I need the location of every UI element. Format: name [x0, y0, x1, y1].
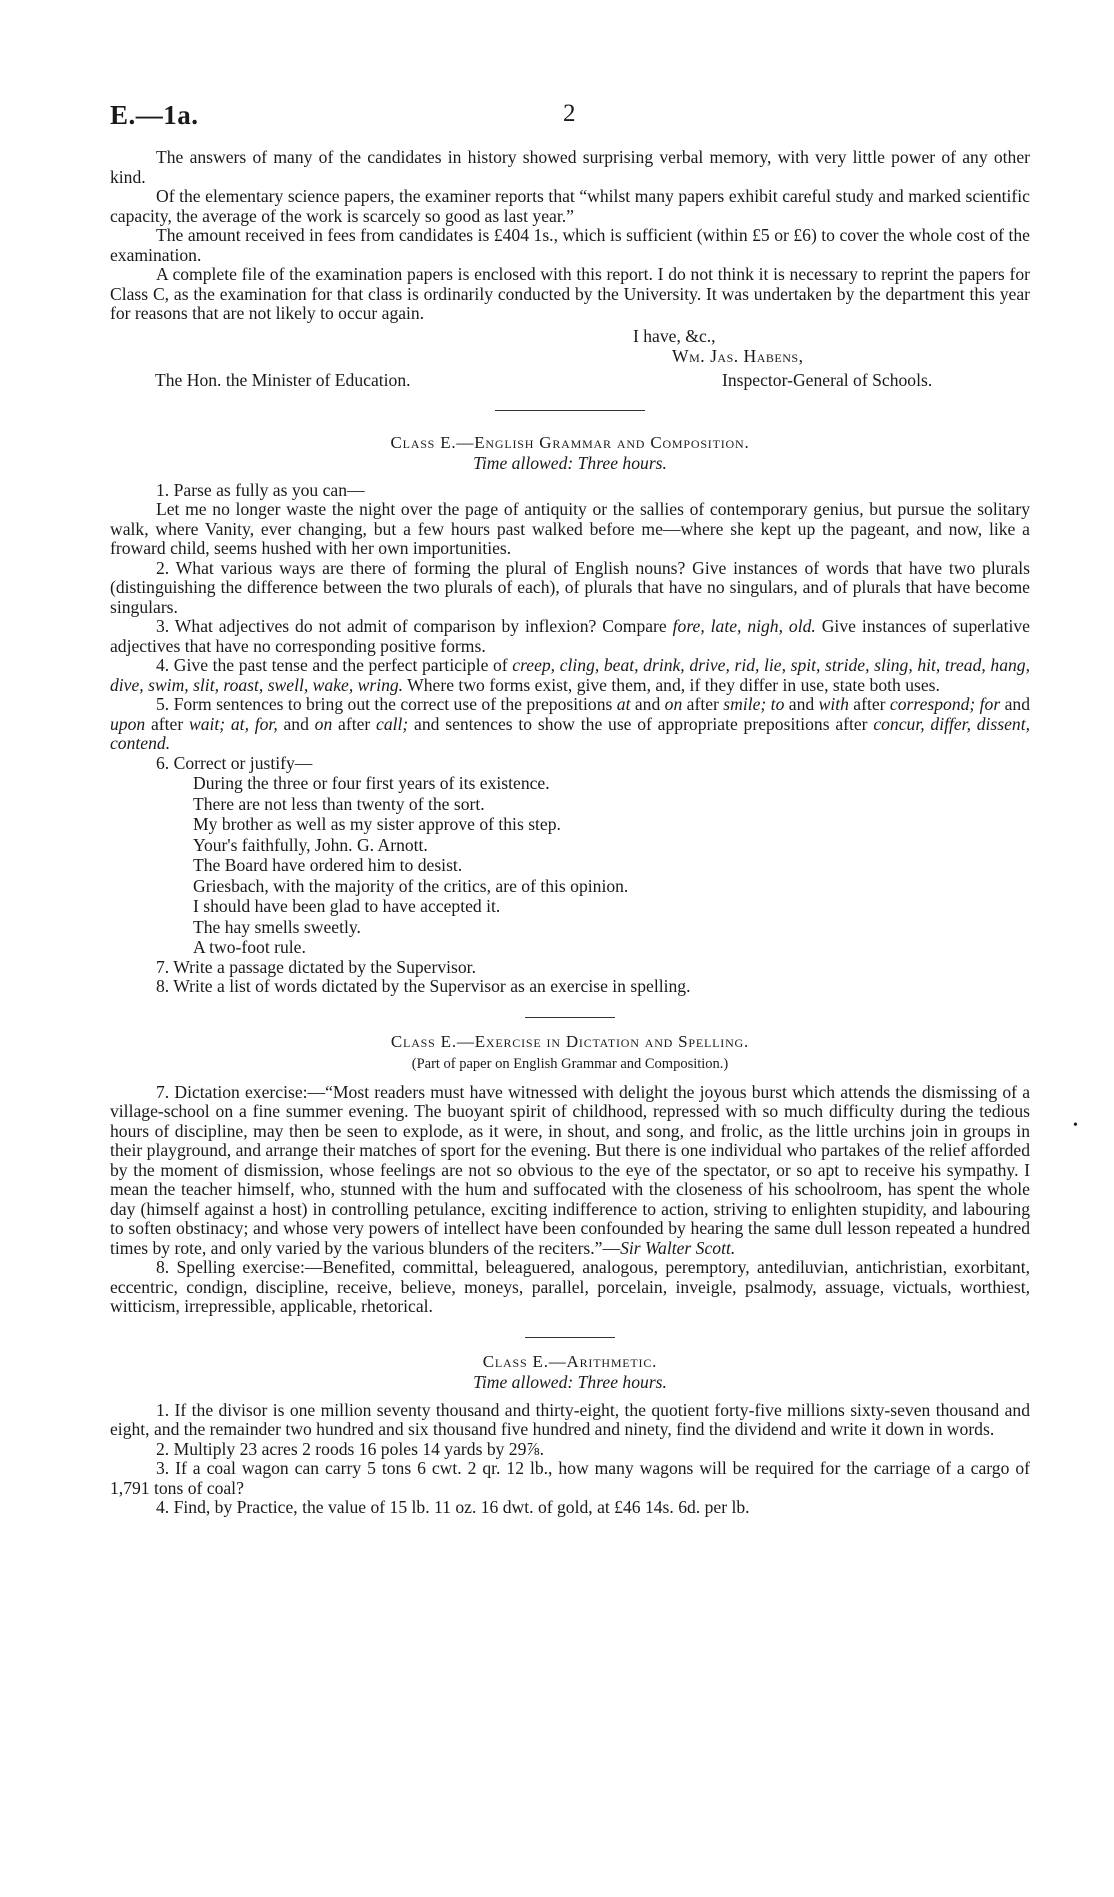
dictation-text: 7. Dictation exercise:—“Most readers must have witnessed with delight the joyous burst which attends the dismissing of a village-school on a fine summer evening. The buoyant spirit of childhood, repressed with so much difficulty during the tedious hours of discipline, may then be seen to explode, as it were, in shout, and song, and frolic, as the little urchins join in groups in their playground, and arrange their matches of sport for the evening. But there is one individual who partakes of the relief afforded by the moment of dismission, whose feelings are not so obvious to the eye of the spectator, or so apt to receive his sympathy. I mean the teacher himself, who, stunned with the hum and suffocated with the closeness of his schoolroom, has spent the whole day (himself against a host) in controlling petulance, exciting indifference to action, striving to enlighten stupidity, and labouring to soften obstinacy; and whose very powers of intellect have been confounded by hearing the same dull lesson repeated a hundred times by rote, and only varied by the various blunders of the reciters.”—	[110, 1081, 1030, 1258]
q4-text-end: Where two forms exist, give them, and, if they differ in use, state both uses.	[403, 674, 940, 695]
section-heading-dictation: Class E.—Exercise in Dictation and Spelling.	[390, 1031, 750, 1051]
correct-or-justify-list	[110, 773, 1030, 958]
question-2: 2. What various ways are there of forming the plural of English nouns? Give instances of words that have two plurals (distinguishing the difference between the two plurals of each), of plurals that have no singulars, and of plurals that have become singulars.	[110, 557, 1030, 617]
arith-question-3: 3. If a coal wagon can carry 5 tons 6 cwt. 2 qr. 12 lb., how many wagons will be required for the carriage of a cargo of 1,791 tons of coal?	[110, 1458, 1030, 1498]
time-allowed: Time allowed: Three hours.	[473, 1372, 667, 1392]
q5-italic: on	[664, 694, 683, 714]
spelling-exercise: 8. Spelling exercise:—Benefited, committal, beleaguered, analogous, peremptory, antediluvian, antichristian, exorbitant, eccentric, condign, discipline, receive, believe, moneys, parallel, porcelain, inveigle, psalmody, assuage, victuals, worthiest, witticism, irrepressible, applicable, rhetorical.	[110, 1257, 1030, 1316]
addressee: The Hon. the Minister of Education.	[155, 369, 411, 390]
list-item: I should have been glad to have accepted it.	[193, 896, 501, 916]
q5-part: and	[1000, 694, 1031, 714]
q4-words: creep, cling, beat, drink, drive, rid, lie, spit, stride, sling, hit, tread, hang, dive, swim, slit, roast, swell, wake, wring.	[110, 655, 1030, 695]
document-code: E.—1a.	[110, 100, 199, 130]
list-item: A two-foot rule.	[193, 937, 306, 957]
arith-question-4: 4. Find, by Practice, the value of 15 lb. 11 oz. 16 dwt. of gold, at £46 14s. 6d. per lb.	[156, 1497, 750, 1517]
letter-paragraph-4: A complete file of the examination papers is enclosed with this report. I do not think it is necessary to reprint the papers for Class C, as the examination for that class is ordinarily conducted by the University. It was undertaken by the department this year for reasons that are not likely to occur again.	[110, 264, 1030, 323]
q3-text: 3. What adjectives do not admit of comparison by inflexion? Compare	[156, 616, 673, 636]
q3-words: fore, late, nigh, old.	[672, 616, 816, 636]
q5-italic: at	[616, 694, 631, 714]
arith-question-1: 1. If the divisor is one million seventy thousand and thirty-eight, the quotient forty-five millions sixty-seven thousand and eight, and the remainder two hundred and six thousand five hundred and ninety, find the dividend and write it down in words.	[110, 1399, 1030, 1439]
list-item: Griesbach, with the majority of the critics, are of this opinion.	[193, 875, 629, 896]
question-6: 6. Correct or justify—	[156, 752, 313, 773]
section-note: (Part of paper on English Grammar and Composition.)	[411, 1056, 729, 1072]
time-allowed: Time allowed: Three hours.	[473, 453, 667, 473]
q5-italic: correspond; for	[889, 694, 1001, 714]
q5-italic: with	[818, 694, 849, 714]
q5-part: and	[784, 694, 819, 714]
dictation-author: Sir Walter Scott.	[620, 1237, 736, 1258]
section-divider	[525, 1017, 615, 1018]
section-heading-arithmetic: Class E.—Arithmetic.	[482, 1351, 658, 1371]
q3-text-end: Give instances of superlative adjectives that have no corresponding positive forms.	[110, 616, 1030, 656]
signature: Wm. Jas. Habens,	[672, 345, 804, 366]
question-1: 1. Parse as fully as you can—	[156, 479, 365, 500]
signer-title: Inspector-General of Schools.	[722, 369, 933, 390]
arith-question-2: 2. Multiply 23 acres 2 roods 16 poles 14 yards by 29⅞.	[156, 1438, 544, 1459]
q5-italic: upon	[110, 713, 146, 734]
section-divider	[495, 410, 645, 411]
q5-part: and	[277, 713, 315, 734]
q5-part: and	[630, 694, 665, 714]
letter-paragraph-3: The amount received in fees from candidates is £404 1s., which is sufficient (within £5 or £6) to cover the whole cost of the examination.	[110, 225, 1030, 265]
q5-part: after	[682, 694, 724, 714]
page-number: 2	[563, 100, 576, 127]
dictation-exercise	[110, 1083, 1030, 1259]
section-divider	[525, 1337, 615, 1338]
list-item: There are not less than twenty of the sort.	[193, 793, 485, 814]
q4-text: 4. Give the past tense and the perfect participle of	[156, 655, 513, 675]
list-item: Your's faithfully, John. G. Arnott.	[193, 834, 428, 855]
q5-part: after	[145, 713, 189, 734]
q5-italic: wait; at, for,	[188, 713, 278, 734]
letter-paragraph-2: Of the elementary science papers, the examiner reports that “whilst many papers exhibit careful study and marked scientific capacity, the average of the work is scarcely so good as last year.”	[110, 186, 1030, 226]
q5-italic: call;	[376, 713, 409, 734]
q5-italic: smile; to	[723, 694, 785, 714]
list-item: The Board have ordered him to desist.	[193, 855, 463, 875]
question-3	[110, 617, 1030, 656]
signature-block	[110, 324, 1030, 402]
q5-part: 5. Form sentences to bring out the correct use of the prepositions	[156, 694, 617, 714]
q5-italic: concur, differ, dissent, contend.	[110, 713, 1031, 753]
q5-part: and sentences to show the use of appropriate prepositions after	[408, 713, 874, 734]
question-7: 7. Write a passage dictated by the Supervisor.	[156, 956, 476, 977]
parse-passage	[110, 500, 1030, 559]
q5-italic: on	[314, 713, 333, 734]
question-4	[110, 656, 1030, 695]
page-body	[110, 148, 1030, 1518]
list-item: My brother as well as my sister approve of this step.	[193, 814, 561, 834]
question-8: 8. Write a list of words dictated by the Supervisor as an exercise in spelling.	[156, 976, 691, 996]
list-item: During the three or four first years of its existence.	[193, 773, 550, 793]
list-item: The hay smells sweetly.	[193, 916, 361, 937]
q5-part: after	[332, 713, 377, 734]
q5-part: after	[848, 694, 890, 714]
question-5	[110, 695, 1030, 754]
parse-passage-text: Let me no longer waste the night over the page of antiquity or the sallies of contemporary genius, but pursue the solitary walk, where Vanity, ever changing, but a few hours past walked before me—where she kept up the pageant, and now, like a froward child, seems hushed with her own importunities.	[110, 499, 1030, 558]
margin-mark: •	[1073, 1118, 1078, 1133]
closing: I have, &c.,	[633, 325, 716, 346]
section-heading-grammar: Class E.—English Grammar and Composition.	[390, 432, 750, 452]
letter-paragraph-1: The answers of many of the candidates in history showed surprising verbal memory, with very little power of any other kind.	[110, 147, 1030, 187]
